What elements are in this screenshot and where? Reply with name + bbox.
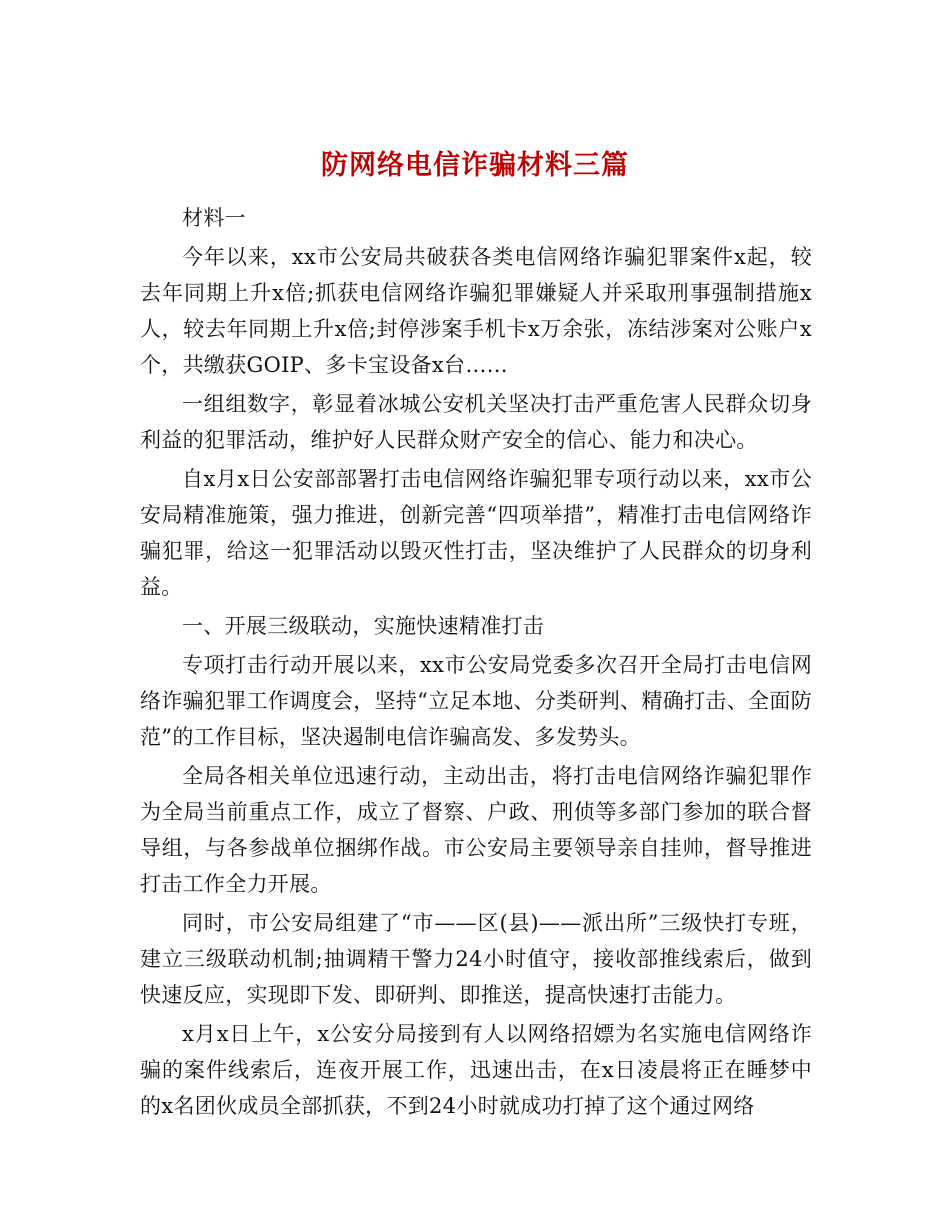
paragraph: 自x月x日公安部部署打击电信网络诈骗犯罪专项行动以来，xx市公安局精准施策，强力推进，创新完善“四项举措”，精准打击电信网络诈骗犯罪，给这一犯罪活动以毁灭性打击，坚决维护了人民群众的切身利益。	[140, 467, 812, 599]
paragraph: 全局各相关单位迅速行动，主动出击，将打击电信网络诈骗犯罪作为全局当前重点工作，成立了督察、户政、刑侦等多部门参加的联合督导组，与各参战单位捆绑作战。市公安局主要领导亲自挂帅，督导推进打击工作全力开展。	[140, 764, 812, 896]
paragraph: x月x日上午，x公安分局接到有人以网络招嫖为名实施电信网络诈骗的案件线索后，连夜开展工作，迅速出击，在x日凌晨将正在睡梦中的x名团伙成员全部抓获，不到24小时就成功打掉了这个通过网络	[140, 1022, 812, 1118]
paragraph: 今年以来，xx市公安局共破获各类电信网络诈骗犯罪案件x起，较去年同期上升x倍;抓获电信网络诈骗犯罪嫌疑人并采取刑事强制措施x人，较去年同期上升x倍;封停涉案手机卡x万余张，冻结涉案对公账户x个，共缴获GOIP、多卡宝设备x台……	[140, 245, 812, 377]
paragraph: 同时，市公安局组建了“市——区(县)——派出所”三级快打专班，建立三级联动机制;抽调精干警力24小时值守，接收部推线索后，做到快速反应，实现即下发、即研判、即推送，提高快速打击能力。	[140, 911, 812, 1007]
paragraph: 一组组数字，彰显着冰城公安机关坚决打击严重危害人民群众切身利益的犯罪活动，维护好人民群众财产安全的信心、能力和决心。	[140, 392, 812, 452]
document-body	[140, 200, 812, 1127]
document-title: 防网络电信诈骗材料三篇	[321, 150, 629, 182]
section-heading: 一、开展三级联动，实施快速精准打击	[182, 614, 545, 638]
paragraph: 专项打击行动开展以来，xx市公安局党委多次召开全局打击电信网络诈骗犯罪工作调度会，坚持“立足本地、分类研判、精确打击、全面防范”的工作目标，坚决遏制电信诈骗高发、多发势头。	[140, 653, 812, 749]
paragraph-heading-material-one: 材料一	[182, 206, 246, 230]
